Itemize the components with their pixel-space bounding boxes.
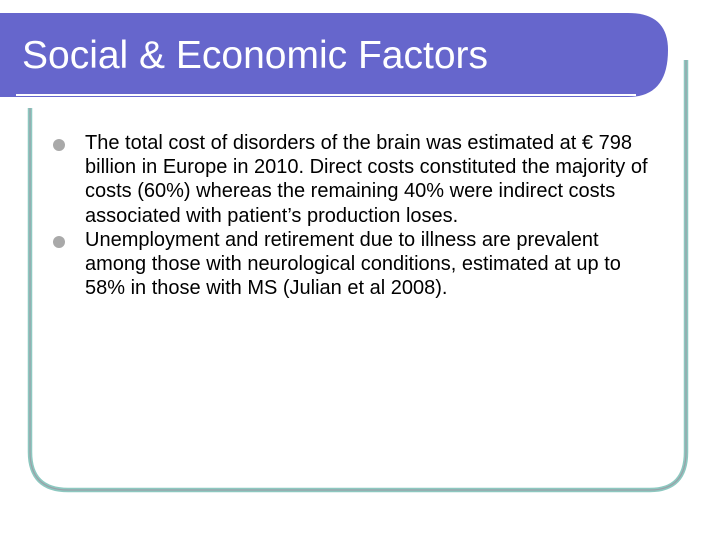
bullet-dot-icon — [53, 236, 65, 248]
bullet-item-unemployment — [53, 228, 653, 301]
bullet-text: Unemployment and retirement due to illness are prevalent among those with neurological conditions, estimated at up to 58% in those with MS (Julian et al 2008). — [85, 228, 621, 300]
bullet-dot-icon — [53, 139, 65, 151]
slide-title: Social & Economic Factors — [22, 34, 489, 77]
bullet-list — [53, 131, 653, 300]
bullet-text: The total cost of disorders of the brain was estimated at € 798 billion in Europe in 2010. Direct costs constituted the majority of costs (60%) whereas the remaining 40% were indirect costs associated with patient’s production loses. — [85, 132, 648, 227]
bullet-item-total-cost — [53, 131, 653, 228]
